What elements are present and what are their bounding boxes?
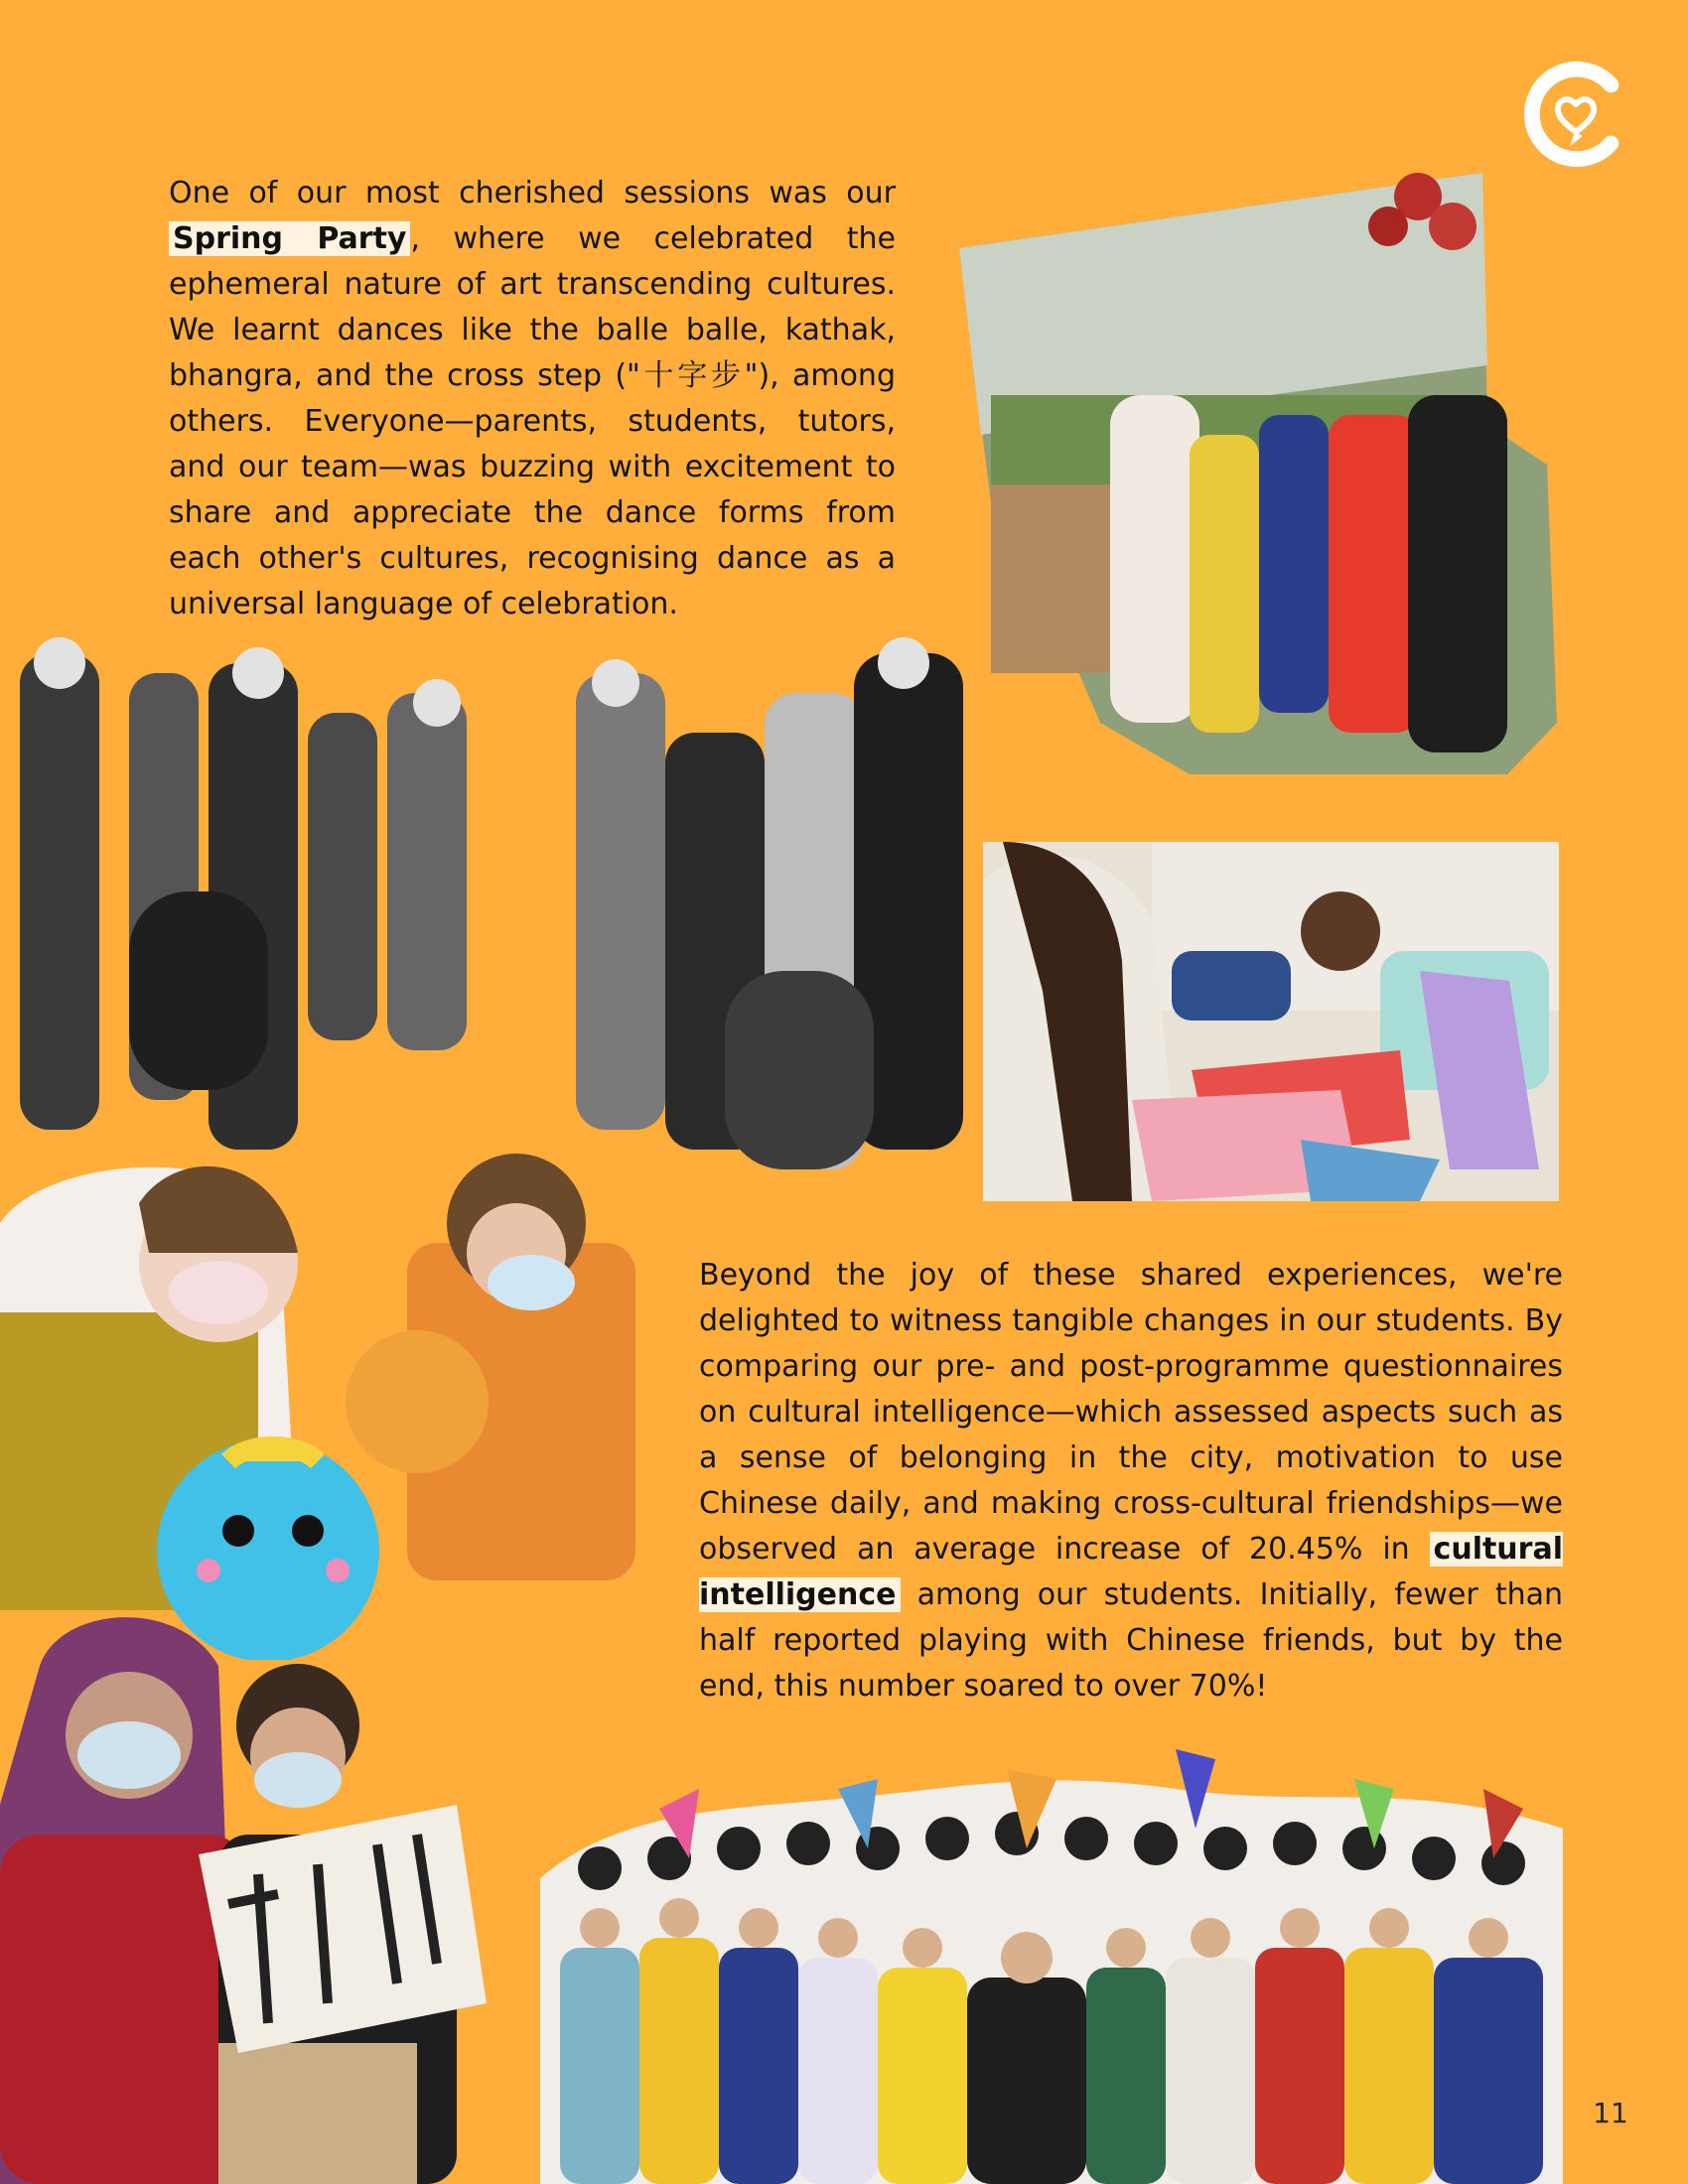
paragraph-1-intro: One of our most cherished sessions was our xyxy=(169,176,896,210)
group-celebration-photo xyxy=(540,1749,1563,2184)
organization-logo-icon xyxy=(1517,56,1634,173)
lantern-kids-photo xyxy=(0,1144,645,1660)
dance-group-photo xyxy=(951,167,1559,782)
paragraph-2-body: among our students. Initially, fewer than half reported playing with Chinese friends, but by the end, this number soared to over 70%! xyxy=(699,1577,1563,1704)
page-number: 11 xyxy=(1593,2097,1628,2129)
paper-craft-activity-photo xyxy=(983,842,1559,1201)
black-and-white-dancers-photo xyxy=(10,633,983,1189)
cultural-intelligence-paragraph xyxy=(699,1253,1563,1709)
spring-party-highlight: Spring Party xyxy=(169,221,410,256)
paragraph-1-body: , where we celebrated the ephemeral nature of art transcending cultures. We learnt dances like the balle balle, kathak, bhangra, and the cross step ("十字步"), among others. Everyone—parents, students, tutors, and our team—was buzzing with excitement to share and appreciate the dance forms from each other's cultures, recognising dance as a universal language of celebration. xyxy=(169,221,896,621)
paragraph-2-intro: Beyond the joy of these shared experiences, we're delighted to witness tangible changes in our students. By comparing our pre- and post-programme questionnaires on cultural intelligence—which assessed aspects such as a sense of belonging in the city, motivation to use Chinese daily, and making cross-cultural friendships—we observed an average increase of 20.45% in xyxy=(699,1258,1563,1567)
calligraphy-sign-photo xyxy=(0,1606,496,2184)
spring-party-paragraph xyxy=(169,171,896,627)
cultural-intelligence-highlight: cultural intelligence xyxy=(699,1532,1563,1612)
